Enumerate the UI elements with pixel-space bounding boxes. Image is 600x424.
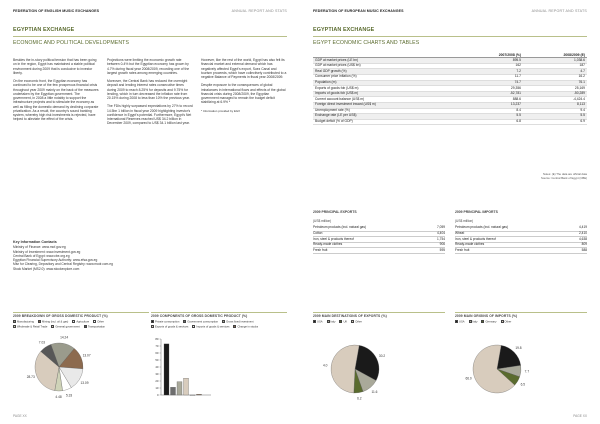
legend-item — [339, 320, 347, 325]
cell-label: Petroleum products (incl. natural gas) — [455, 226, 570, 231]
exports-title: 2009 PRINCIPAL EXPORTS — [313, 210, 357, 214]
legend-label: UK — [343, 320, 348, 324]
cell-value: 16.2 — [523, 74, 587, 80]
imports-title: 2009 PRINCIPAL IMPORTS — [455, 210, 498, 214]
header-report: ANNUAL REPORT AND STATS — [531, 9, 587, 13]
cell-label: Petroleum products (incl. natural gas) — [313, 226, 428, 231]
data-label: 4.48 — [55, 394, 62, 399]
footnote: * Information provided by EGX — [201, 108, 241, 113]
key-contacts — [13, 240, 153, 271]
cell-value: 162 — [459, 63, 523, 69]
section-subtitle: ECONOMIC AND POLITICAL DEVELOPMENTS — [13, 40, 130, 46]
y-tick-label: 80 — [155, 337, 159, 341]
bar — [177, 382, 182, 395]
header-org: FEDERATION OF ENGLISH MUSIC EXCHANGES — [13, 9, 100, 13]
paragraph: Besides the in-story political tension that has been going on in the region, Egypt has maintained a stable political environment during 2009 that is conducive to investor liberty. — [13, 58, 97, 75]
y-tick-label: 50 — [155, 358, 159, 362]
legend-swatch — [183, 320, 186, 323]
cell-label: Consumer price inflation (%) — [313, 74, 459, 80]
data-label: 7.7 — [524, 369, 530, 374]
data-label: 11.6 — [371, 389, 378, 394]
cell-value: 6.9 — [523, 119, 587, 125]
cell-value: 7.2 — [459, 69, 523, 75]
cell-label: GDP at market prices (LE bn) — [313, 58, 459, 64]
y-tick-label: 40 — [155, 365, 159, 369]
cell-label: Ready-made clothes — [313, 242, 428, 248]
legend-swatch — [151, 325, 154, 328]
y-tick-label: 20 — [155, 379, 159, 383]
legend-swatch — [51, 325, 54, 328]
chart-title: 2009 MAIN ORIGINS OF IMPORTS (%) — [455, 314, 518, 318]
page-number: PAGE XX — [573, 414, 587, 418]
section-title: EGYPTIAN EXCHANGE — [313, 27, 375, 33]
legend-label: Other — [355, 320, 362, 324]
legend-label: Exports of goods & services — [155, 325, 189, 329]
cell-value: 5.5 — [523, 114, 587, 120]
paragraph: Projections were limiting the economic growth rate between 0-4% but the Egyptian economy has grown by 4.7% during fiscal year 2008/2009, recording one of the largest growth rates among emerging countries. — [107, 58, 190, 75]
cell-value: 4,404 — [428, 231, 445, 237]
cell-value: 25,169 — [523, 86, 587, 92]
cell-value: 8.4 — [459, 108, 523, 114]
legend-label: Germany — [485, 320, 497, 324]
exports-unit: (US$ million) — [313, 219, 332, 223]
cell-value: 4,638 — [570, 237, 587, 243]
imports-unit: (US$ million) — [455, 219, 474, 223]
data-label: 6.2 — [357, 396, 362, 401]
legend-label: Transportation — [87, 325, 106, 329]
contact-line: Stock Market (MS2.0): www.stockexplore.com — [13, 266, 80, 271]
legend-swatch — [38, 320, 41, 323]
cell-value: 187 — [523, 63, 587, 69]
cell-value: 74.7 — [459, 80, 523, 86]
legend-item — [13, 325, 47, 330]
contact-line: Ministry of Finance: www.mof.gov.eg — [13, 245, 66, 250]
header-report: ANNUAL REPORT AND STATS — [231, 9, 287, 13]
legend-swatch — [13, 325, 16, 328]
paragraph: On the economic front, the Egyptian economy has continued to be one of the few prosperous financial crisis throughout year 2009 mainly on the back of the measures undertaken by the Egyptian government. The government, in 2008 a little notably to support the infrastructure projects and to stimulate the economy as well as filling the domestic demand by declining corporate privatization. As a result, the country's sound banking system, whereby high risk investments is rejected, have helped to alleviate the effect of the crisis. — [13, 79, 99, 122]
data-label: 6.5 — [520, 382, 526, 387]
legend-swatch — [222, 320, 225, 323]
text-column-3 — [201, 58, 287, 117]
data-label: 5.33 — [65, 393, 73, 398]
y-tick-label: 0 — [156, 393, 159, 397]
legend-swatch — [469, 320, 472, 323]
cell-label: Fresh fruit — [455, 248, 570, 254]
cell-value: 809 — [570, 242, 587, 248]
legend-label: Italy — [472, 320, 478, 324]
legend-label: General government — [55, 325, 80, 329]
legend-item — [313, 320, 323, 325]
chart-divider — [455, 312, 587, 313]
legend-item — [351, 320, 362, 325]
legend-swatch — [501, 320, 504, 323]
legend-item — [51, 325, 80, 330]
legend-swatch — [455, 320, 458, 323]
legend-label: Manufacturing — [17, 320, 35, 324]
gdp-components-bar-chart — [151, 333, 287, 403]
import-origins-pie-chart — [455, 333, 587, 403]
data-label: 7.03 — [38, 340, 46, 345]
legend-label: Imports of goods & services — [196, 325, 230, 329]
cell-value: 4,419 — [570, 226, 587, 231]
data-label: 13.07 — [82, 353, 91, 358]
column-header: 2008/2009 (E) — [523, 52, 587, 58]
divider — [313, 36, 587, 37]
cell-label: Ready-made clothes — [455, 242, 570, 248]
export-destinations-pie-chart — [313, 333, 445, 403]
legend-item — [151, 325, 188, 330]
legend-label: USA — [459, 320, 465, 324]
cell-value: 1,038.6 — [523, 58, 587, 64]
cell-label: Imports of goods fob (US$ m) — [313, 91, 459, 97]
page-header — [313, 8, 587, 14]
cell-value: 5.5 — [459, 114, 523, 120]
data-label: 19.8 — [515, 346, 522, 351]
cell-value: 76.1 — [523, 80, 587, 86]
chart-legend — [151, 320, 287, 330]
economic-indicators-table — [313, 52, 587, 125]
chart-legend — [13, 320, 123, 330]
paragraph: However, like the rest of the world, Egypt has also felt its financial market and external demand which has negatively affected Egypt's export, Suez Canal and tourism proceeds, which have collectively contributed to a negative Balance of Payments in fiscal year 2008/2009. — [201, 58, 287, 79]
legend-label: Italy — [330, 320, 336, 324]
contact-line: Central Bank of Egypt: www.cbe.org.eg — [13, 253, 70, 258]
y-tick-label: 60 — [155, 351, 159, 355]
cell-label: Real GDP growth (%) — [313, 69, 459, 75]
legend-item — [455, 320, 465, 325]
cell-value: 906 — [428, 242, 445, 248]
bar — [164, 344, 169, 395]
legend-label: USA — [317, 320, 323, 324]
cell-label: Unemployment rate (%) — [313, 108, 459, 114]
chart-title: 2009 COMPONENTS OF GROSS DOMESTIC PRODUCT (%) — [151, 314, 248, 318]
legend-item — [469, 320, 478, 325]
legend-item — [327, 320, 336, 325]
legend-item — [192, 325, 229, 330]
bar — [184, 378, 189, 395]
cell-value: 7,059 — [428, 226, 445, 231]
cell-value: -50,289 — [523, 91, 587, 97]
legend-swatch — [327, 320, 330, 323]
cell-label: Current account balance (US$ m) — [313, 97, 459, 103]
cell-value: 11.7 — [459, 74, 523, 80]
contact-line: Egyptian Financial Supervisory Authority: www.efsa.gov.eg — [13, 258, 98, 263]
table-row — [313, 248, 445, 254]
page-header — [13, 8, 287, 14]
section-title: EGYPTIAN EXCHANGE — [13, 27, 75, 33]
cell-label: Cotton — [313, 231, 428, 237]
cell-value: 895.5 — [459, 58, 523, 64]
cell-value: 9.4 — [523, 108, 587, 114]
cell-label: Population (m) — [313, 80, 459, 86]
legend-label: Other — [97, 320, 104, 324]
legend-item — [501, 320, 512, 325]
legend-label: Wholesale & Retail Trade — [17, 325, 48, 329]
bar — [171, 387, 176, 395]
table-notes — [541, 173, 587, 180]
cell-label: Wheat — [455, 231, 570, 237]
y-tick-label: 70 — [155, 344, 159, 348]
principal-exports — [313, 210, 445, 254]
table-note: Source: Central Bank of Egypt (CBE) — [540, 175, 587, 180]
cell-value: 4.7 — [523, 69, 587, 75]
data-label: 30.2 — [378, 354, 386, 359]
chart-divider — [13, 312, 149, 313]
y-tick-label: 10 — [155, 386, 159, 390]
cell-value: 595 — [428, 248, 445, 254]
cell-value: 888.6 — [459, 97, 523, 103]
legend-swatch — [313, 320, 316, 323]
legend-swatch — [72, 320, 75, 323]
principal-imports — [455, 210, 587, 254]
chart-divider — [151, 312, 287, 313]
y-tick-label: 30 — [155, 372, 159, 376]
data-label: 14.24 — [60, 335, 69, 340]
cell-label: Budget deficit (% of GDP) — [313, 119, 459, 125]
legend-item — [233, 325, 258, 330]
paragraph: Despite exposure to the consequences of global imbalances in international flows and effects of the global financial crisis during 2008/2009, the Egyptian government managed to remain the budget deficit stabilizing at 6.9% * — [201, 83, 286, 105]
data-label: 28.73 — [26, 375, 35, 380]
cell-value: 8,113 — [523, 102, 587, 108]
cell-label: Exports of goods fob (US$ m) — [313, 86, 459, 92]
legend-label: Government consumption — [187, 320, 219, 324]
cell-value: -4,424.4 — [523, 97, 587, 103]
legend-label: Change in stocks — [237, 325, 259, 329]
chart-legend — [455, 320, 525, 325]
chart-divider — [313, 312, 445, 313]
legend-swatch — [93, 320, 96, 323]
cell-value: -52,781 — [459, 91, 523, 97]
cell-value: 13,237 — [459, 102, 523, 108]
cell-label: Fresh fruit — [313, 248, 428, 254]
contact-line: Ministry of Investment: www.investment.gov.eg — [13, 249, 81, 254]
divider — [13, 36, 287, 37]
table-note: Notes: (E) The data are official data — [542, 172, 587, 176]
legend-swatch — [13, 320, 16, 323]
data-label: 66.0 — [465, 376, 472, 381]
cell-label: GDP at market prices (US$ bn) — [313, 63, 459, 69]
page-number: PAGE XX — [13, 414, 27, 418]
cell-value: 2,410 — [570, 231, 587, 237]
legend-label: Private consumption — [155, 320, 180, 324]
legend-swatch — [84, 325, 87, 328]
legend-label: Gross fixed investment — [226, 320, 254, 324]
cell-value: 588 — [570, 248, 587, 254]
text-column-1 — [13, 58, 99, 126]
contacts-title: Key Information Contacts — [13, 240, 57, 244]
chart-legend — [313, 320, 383, 325]
data-label: 4.0 — [322, 363, 328, 368]
header-org: FEDERATION OF EUROPEAN MUSIC EXCHANGES — [313, 9, 404, 13]
cell-value: 29,356 — [459, 86, 523, 92]
text-column-2 — [107, 58, 193, 130]
cell-label: Foreign direct investment inward (US$ m) — [313, 102, 459, 108]
section-subtitle: EGYPT ECONOMIC CHARTS AND TABLES — [313, 40, 420, 46]
legend-item — [84, 325, 105, 330]
legend-swatch — [351, 320, 354, 323]
cell-label: Iron, steel & products thereof — [455, 237, 570, 243]
data-label: 13.09 — [80, 380, 89, 385]
table-row — [455, 248, 587, 254]
legend-item — [481, 320, 496, 325]
legend-label: Mining (incl. oil & gas) — [42, 320, 69, 324]
legend-label: Agriculture — [76, 320, 90, 324]
chart-title: 2009 BREAKDOWN OF GROSS DOMESTIC PRODUCT (%) — [13, 314, 108, 318]
legend-swatch — [192, 325, 195, 328]
right-page — [300, 0, 600, 424]
paragraph: The FDIs highly surpassed expectations by 27% to record 14.5bn 1 billion in fiscal year 2009 highlighting investor's confidence in Egypt's potential. Furthermore, Egypt's Net International Reserves reached US$ 34.2 billion in December 2009, compared to US$ 34.1 billion last year. — [107, 104, 193, 126]
column-header: 2007/2008 (%) — [459, 52, 523, 58]
cell-value: 6.8 — [459, 119, 523, 125]
bar — [197, 394, 202, 395]
legend-swatch — [151, 320, 154, 323]
cell-label: Exchange rate (LE per US$) — [313, 114, 459, 120]
gdp-breakdown-pie-chart — [13, 333, 149, 403]
cell-label: Iron, steel & products thereof — [313, 237, 428, 243]
contact-line: Misr for Clearing, Depository and Central Registry: www.mcdr.com.eg — [13, 262, 113, 267]
chart-title: 2009 MAIN DESTINATIONS OF EXPORTS (%) — [313, 314, 387, 318]
paragraph: Moreover, the Central Bank has reduced the overnight deposit and lending interest rates consecutive times during 2009 to reach 8.25% for deposits and 9.75% for lending, which in turn decreased the inflation rate from 20.15% during 2008 to less than 10% the previous year. — [107, 79, 190, 100]
cell-value: 1,754 — [428, 237, 445, 243]
table-row — [313, 119, 587, 125]
legend-label: Other — [504, 320, 512, 324]
bar — [190, 395, 195, 396]
